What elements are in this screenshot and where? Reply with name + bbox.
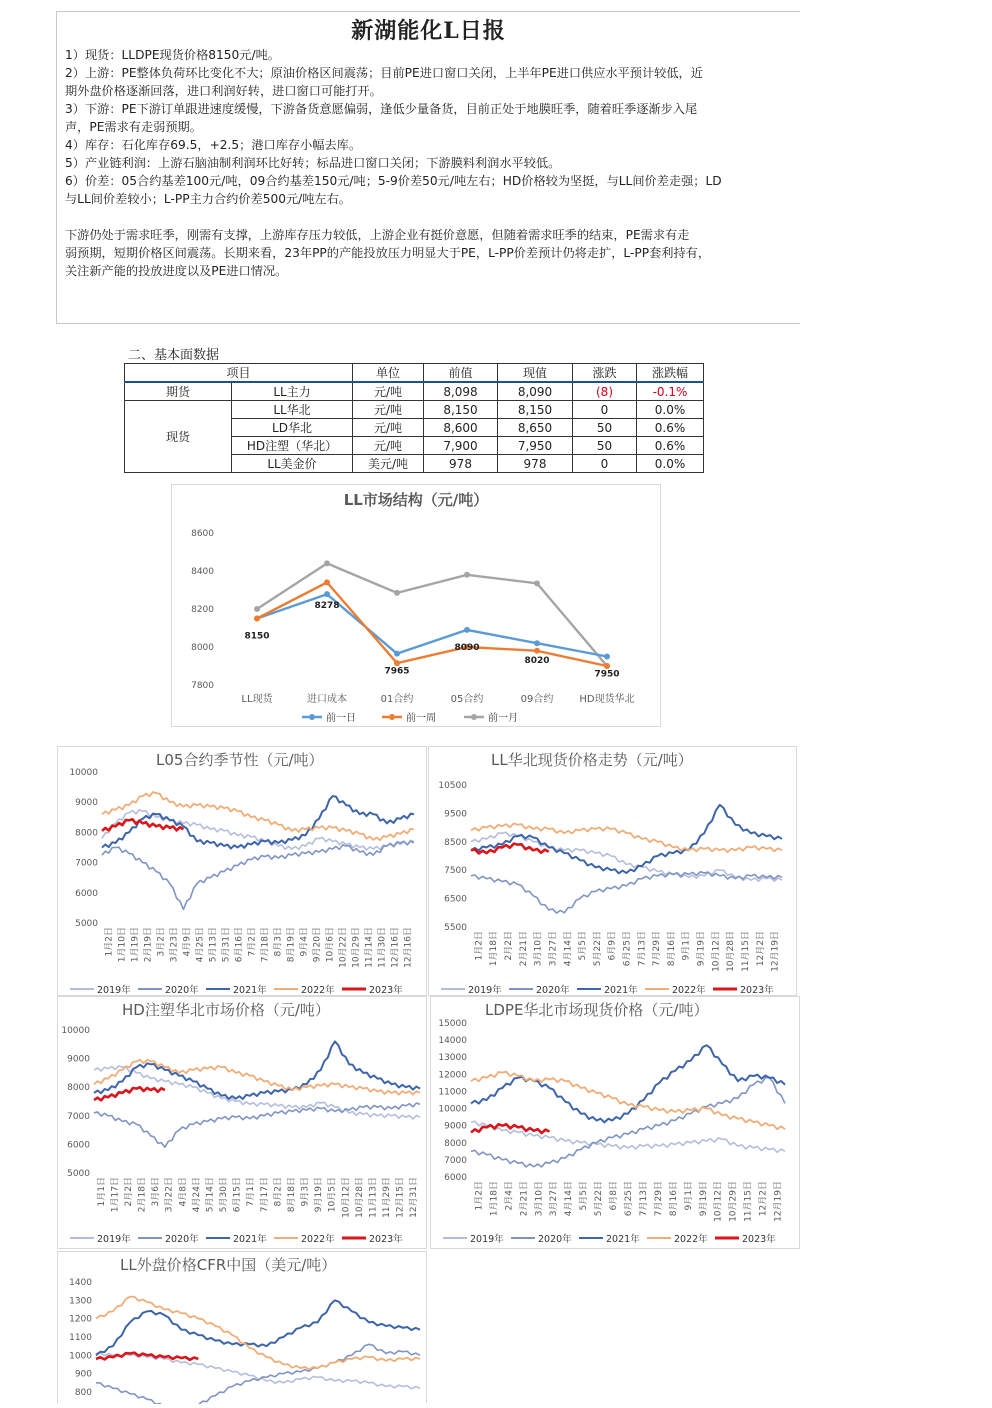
x-tick-label: 10月6日 <box>325 927 336 963</box>
report-line: 6）价差：05合约基差100元/吨，09合约基差150元/吨；5-9价差50元/吨左右；HD价格较为坚挺，与LL间价差走强；LD <box>65 174 722 188</box>
row-chg: 0 <box>573 455 637 473</box>
x-tick-label: 10月12日 <box>713 1181 724 1222</box>
x-tick-label: 12月16日 <box>403 927 414 968</box>
row-name: LL美金价 <box>232 455 353 473</box>
y-tick-label: 8400 <box>191 567 214 577</box>
x-tick-label: 进口成本 <box>307 694 347 705</box>
x-tick-label: 1月1日 <box>96 1177 107 1207</box>
col-header-cur: 现值 <box>498 364 573 383</box>
legend-label: 2020年 <box>538 1234 572 1245</box>
legend-label: 前一日 <box>326 713 356 724</box>
x-tick-label: 9月19日 <box>314 1177 325 1213</box>
row-chg: 0 <box>573 401 637 419</box>
data-label: 8020 <box>524 656 550 667</box>
legend-label: 2023年 <box>740 985 774 995</box>
legend-label: 前一月 <box>488 713 518 724</box>
x-tick-label: 4月14日 <box>563 931 574 967</box>
x-tick-label: 12月19日 <box>770 931 781 972</box>
x-tick-label: 7月2日 <box>247 927 258 957</box>
x-tick-label: 7月29日 <box>653 1181 664 1217</box>
x-tick-label: 6月25日 <box>622 931 633 967</box>
y-tick-label: 9500 <box>444 809 467 820</box>
row-prev: 8,150 <box>424 401 498 419</box>
y-tick-label: 1300 <box>69 1296 92 1307</box>
x-tick-label: 9月20日 <box>312 927 323 963</box>
data-point <box>534 580 540 586</box>
x-tick-label: 10月29日 <box>351 927 362 968</box>
col-header-unit: 单位 <box>353 364 424 383</box>
l05-seasonal-chart <box>57 746 427 996</box>
row-prev: 7,900 <box>424 437 498 455</box>
x-tick-label: 6月16日 <box>234 927 245 963</box>
x-tick-label: 6月15日 <box>232 1177 243 1213</box>
data-point <box>604 654 610 660</box>
y-tick-label: 13000 <box>438 1053 467 1064</box>
legend-label: 2021年 <box>606 1234 640 1245</box>
x-tick-label: 2月18日 <box>137 1177 148 1213</box>
x-tick-label: 3月2日 <box>156 927 167 957</box>
row-prev: 8,600 <box>424 419 498 437</box>
row-cur: 7,950 <box>498 437 573 455</box>
x-tick-label: 5月22日 <box>594 1181 605 1217</box>
row-cur: 978 <box>498 455 573 473</box>
data-label: 8090 <box>454 642 480 653</box>
series-line <box>257 563 607 666</box>
data-point <box>534 640 540 646</box>
y-tick-label: 9000 <box>444 1121 467 1132</box>
x-tick-label: 10月29日 <box>728 1181 739 1222</box>
x-tick-label: 3月27日 <box>548 931 559 967</box>
legend-label: 2023年 <box>369 985 403 995</box>
x-tick-label: 5月22日 <box>592 931 603 967</box>
data-label: 7950 <box>594 669 620 680</box>
series-line <box>471 805 782 873</box>
y-tick-label: 800 <box>74 1388 92 1398</box>
x-tick-label: 4月14日 <box>564 1181 575 1217</box>
legend-label: 2019年 <box>470 1234 504 1245</box>
x-tick-label: 9月19日 <box>698 1181 709 1217</box>
data-point <box>604 663 610 669</box>
row-name: LL华北 <box>232 401 353 419</box>
y-tick-label: 6500 <box>444 894 467 905</box>
x-tick-label: 5月5日 <box>579 1181 590 1211</box>
x-tick-label: 3月27日 <box>549 1181 560 1217</box>
x-tick-label: 10月28日 <box>354 1177 365 1218</box>
series-line <box>96 1353 198 1360</box>
x-tick-label: 2月2日 <box>123 1177 134 1207</box>
x-tick-label: 10月12日 <box>711 931 722 972</box>
y-tick-label: 10500 <box>438 781 467 791</box>
series-line <box>471 872 782 913</box>
row-name: LD华北 <box>232 419 353 437</box>
series-line <box>471 1124 550 1133</box>
row-unit: 美元/吨 <box>353 455 424 473</box>
x-tick-label: 1月2日 <box>104 927 115 957</box>
y-tick-label: 10000 <box>61 1026 90 1036</box>
x-tick-label: 11月13日 <box>368 1177 379 1218</box>
y-tick-label: 9000 <box>67 1054 90 1065</box>
y-tick-label: 1200 <box>69 1314 92 1325</box>
ldpe-north-svg <box>431 997 799 1248</box>
series-line <box>96 1297 420 1370</box>
row-prev: 8,098 <box>424 382 498 401</box>
chart-title: LL市场结构（元/吨） <box>343 491 489 509</box>
x-tick-label: 05合约 <box>450 694 484 705</box>
row-pct: 0.6% <box>637 437 704 455</box>
legend-label: 2022年 <box>301 985 335 995</box>
legend-label: 2022年 <box>301 1234 335 1245</box>
summary-line: 下游仍处于需求旺季，刚需有支撑，上游库存压力较低，上游企业有挺价意愿，但随着需求旺季的结束，PE需求有走 <box>65 228 690 242</box>
data-point <box>254 606 260 612</box>
x-tick-label: 9月19日 <box>696 931 707 967</box>
x-tick-label: 12月15日 <box>395 1177 406 1218</box>
legend-label: 2023年 <box>369 1234 403 1245</box>
y-tick-label: 5000 <box>75 919 98 929</box>
table-row <box>125 382 704 401</box>
legend-label: 2019年 <box>468 985 502 995</box>
data-point <box>534 648 540 654</box>
x-tick-label: 7月17日 <box>259 1177 270 1213</box>
x-tick-label: 5月5日 <box>578 931 589 961</box>
report-line: 与LL间价差较小；L-PP主力合约价差500元/吨左右。 <box>65 192 351 206</box>
x-tick-label: 1月18日 <box>489 1181 500 1217</box>
row-chg: 50 <box>573 419 637 437</box>
x-tick-label: 10月12日 <box>341 1177 352 1218</box>
y-tick-label: 10000 <box>438 1104 467 1115</box>
x-tick-label: 01合约 <box>380 694 414 705</box>
l05-seasonal-svg <box>58 747 426 995</box>
y-tick-label: 1400 <box>69 1278 92 1288</box>
x-tick-label: 1月18日 <box>489 931 500 967</box>
legend-label: 2021年 <box>233 985 267 995</box>
x-tick-label: 9月3日 <box>300 1177 311 1207</box>
x-tick-label: 6月9日 <box>607 931 618 961</box>
x-tick-label: 11月15日 <box>740 931 751 972</box>
y-tick-label: 10000 <box>69 768 98 778</box>
legend-label: 2023年 <box>742 1234 776 1245</box>
y-tick-label: 900 <box>74 1369 92 1380</box>
row-chg: 50 <box>573 437 637 455</box>
report-line: 2）上游：PE整体负荷环比变化不大；原油价格区间震荡；目前PE进口窗口关闭，上半年PE进口供应水平预计较低，近 <box>65 66 703 80</box>
data-point <box>464 572 470 578</box>
col-header-chg: 涨跌 <box>573 364 637 383</box>
data-label: 7965 <box>384 666 410 677</box>
x-tick-label: 6月25日 <box>624 1181 634 1217</box>
data-point <box>394 651 400 657</box>
row-cur: 8,650 <box>498 419 573 437</box>
series-line <box>96 1353 420 1389</box>
x-tick-label: 5月30日 <box>219 1177 230 1213</box>
ll-north-spot-svg <box>429 747 796 995</box>
x-tick-label: 9月1日 <box>683 1181 694 1211</box>
x-tick-label: 12月19日 <box>773 1181 784 1222</box>
x-tick-label: 4月9日 <box>182 927 193 957</box>
x-tick-label: 5月13日 <box>208 927 219 963</box>
x-tick-label: 3月23日 <box>169 927 180 963</box>
y-tick-label: 1000 <box>69 1351 92 1362</box>
x-tick-label: 7月1日 <box>246 1177 257 1207</box>
legend-label: 前一周 <box>406 713 436 724</box>
row-name: LL主力 <box>232 382 353 401</box>
series-line <box>471 823 782 852</box>
ll-cfr-china-chart <box>57 1251 427 1403</box>
legend-label: 2021年 <box>604 985 638 995</box>
chart-title: LL外盘价格CFR中国（美元/吨） <box>120 1256 337 1274</box>
x-tick-label: 11月30日 <box>377 927 388 968</box>
series-line <box>94 1103 420 1147</box>
legend-label: 2022年 <box>672 985 706 995</box>
x-tick-label: 11月14日 <box>364 927 375 968</box>
col-header-item: 项目 <box>125 364 353 383</box>
report-title: 新湖能化L日报 <box>351 18 506 44</box>
y-tick-label: 5500 <box>444 923 467 933</box>
y-tick-label: 7000 <box>75 858 98 869</box>
chart-title: HD注塑华北市场价格（元/吨） <box>122 1001 330 1019</box>
x-tick-label: 7月29日 <box>652 931 663 967</box>
x-tick-label: 8月18日 <box>286 1177 297 1213</box>
series-line <box>96 1300 420 1355</box>
data-point <box>394 590 400 596</box>
report-box <box>56 11 800 324</box>
x-tick-label: 8月16日 <box>666 931 677 967</box>
row-cur: 8,150 <box>498 401 573 419</box>
legend-label: 2020年 <box>165 1234 199 1245</box>
x-tick-label: 10月28日 <box>726 931 737 972</box>
x-tick-label: 1月2日 <box>474 1181 485 1211</box>
row-pct: 0.0% <box>637 455 704 473</box>
x-tick-label: 10月5日 <box>327 1177 338 1213</box>
row-unit: 元/吨 <box>353 401 424 419</box>
x-tick-label: 4月24日 <box>191 1177 202 1213</box>
x-tick-label: 12月2日 <box>755 931 766 967</box>
legend-marker <box>471 714 477 720</box>
x-tick-label: 2月21日 <box>518 931 529 967</box>
legend-label: 2019年 <box>97 1234 131 1245</box>
legend-label: 2020年 <box>165 985 199 995</box>
x-tick-label: 9月1日 <box>681 931 692 961</box>
x-tick-label: 1月2日 <box>474 931 485 961</box>
data-label: 8150 <box>244 631 270 642</box>
y-tick-label: 14000 <box>438 1036 467 1047</box>
legend-label: 2019年 <box>97 985 131 995</box>
section-title: 二、基本面数据 <box>128 348 220 363</box>
data-point <box>324 579 330 585</box>
x-tick-label: 4月8日 <box>178 1177 189 1207</box>
x-tick-label: 8月19日 <box>286 927 297 963</box>
x-tick-label: 12月2日 <box>758 1181 769 1217</box>
row-unit: 元/吨 <box>353 382 424 401</box>
x-tick-label: 5月14日 <box>205 1177 216 1213</box>
x-tick-label: 7月18日 <box>260 927 271 963</box>
series-line <box>257 582 607 666</box>
x-tick-label: HD现货华北 <box>579 694 635 705</box>
data-point <box>324 560 330 566</box>
x-tick-label: 4月25日 <box>195 927 206 963</box>
row-chg: (8) <box>573 382 637 401</box>
x-tick-label: 2月19日 <box>143 927 154 963</box>
y-tick-label: 7500 <box>444 866 467 877</box>
x-tick-label: 1月10日 <box>117 927 128 963</box>
fundamentals-table <box>124 363 704 473</box>
ldpe-north-chart <box>430 996 800 1249</box>
y-tick-label: 7000 <box>444 1155 467 1166</box>
summary-line: 弱预期，短期价格区间震荡。长期来看，23年PP的产能投放压力明显大于PE，L-PP价差预计仍将走扩，L-PP套利持有， <box>65 246 711 260</box>
x-tick-label: LL现货 <box>241 694 273 705</box>
x-tick-label: 10月22日 <box>338 927 349 968</box>
y-tick-label: 8600 <box>191 529 214 539</box>
x-tick-label: 8月3日 <box>273 927 284 957</box>
x-tick-label: 2月2日 <box>504 931 515 961</box>
x-tick-label: 7月13日 <box>637 931 648 967</box>
x-tick-label: 12月16日 <box>390 927 401 968</box>
row-unit: 元/吨 <box>353 437 424 455</box>
y-tick-label: 8000 <box>191 643 214 653</box>
x-tick-label: 6月8日 <box>609 1181 620 1211</box>
summary-line: 关注新产能的投放进度以及PE进口情况。 <box>65 264 288 278</box>
row-pct: 0.0% <box>637 401 704 419</box>
series-line <box>471 844 549 854</box>
y-tick-label: 6000 <box>67 1140 90 1151</box>
y-tick-label: 9000 <box>75 798 98 809</box>
y-tick-label: 5000 <box>67 1169 90 1179</box>
table-row <box>125 401 704 419</box>
table-header-row <box>125 364 704 383</box>
x-tick-label: 1月17日 <box>110 1177 121 1213</box>
chart-title: LDPE华北市场现货价格（元/吨） <box>485 1001 709 1019</box>
x-tick-label: 11月15日 <box>743 1181 754 1222</box>
category-futures: 期货 <box>125 382 232 401</box>
row-pct: -0.1% <box>637 382 704 401</box>
row-prev: 978 <box>424 455 498 473</box>
col-header-pct: 涨跌幅 <box>637 364 704 383</box>
row-pct: 0.6% <box>637 419 704 437</box>
row-cur: 8,090 <box>498 382 573 401</box>
report-line: 1）现货：LLDPE现货价格8150元/吨。 <box>65 48 280 62</box>
report-line: 5）产业链利润：上游石脑油制利润环比好转；标品进口窗口关闭；下游膜料利润水平较低。 <box>65 156 561 170</box>
y-tick-label: 7800 <box>191 681 214 691</box>
x-tick-label: 1月19日 <box>130 927 141 963</box>
x-tick-label: 9月4日 <box>299 927 310 957</box>
report-line: 3）下游：PE下游订单跟进速度缓慢，下游备货意愿偏弱，逢低少量备货，目前正处于地膜旺季，随着旺季逐渐步入尾 <box>65 102 698 116</box>
legend-label: 2020年 <box>536 985 570 995</box>
legend-marker <box>309 714 315 720</box>
ll-north-spot-chart <box>428 746 797 996</box>
x-tick-label: 3月22日 <box>164 1177 175 1213</box>
y-tick-label: 8500 <box>444 837 467 848</box>
legend-marker <box>389 714 395 720</box>
y-tick-label: 8000 <box>67 1083 90 1094</box>
data-point <box>324 591 330 597</box>
x-tick-label: 2月21日 <box>519 1181 530 1217</box>
series-line <box>102 841 414 909</box>
y-tick-label: 6000 <box>75 888 98 899</box>
data-point <box>464 627 470 633</box>
x-tick-label: 3月10日 <box>533 931 544 967</box>
x-tick-label: 8月16日 <box>668 1181 679 1217</box>
x-tick-label: 7月13日 <box>638 1181 649 1217</box>
x-tick-label: 12月31日 <box>409 1177 420 1218</box>
y-tick-label: 8000 <box>75 828 98 839</box>
legend-label: 2022年 <box>674 1234 708 1245</box>
market-structure-svg <box>172 485 660 726</box>
ll-cfr-china-svg <box>58 1252 426 1404</box>
report-line: 声，PE需求有走弱预期。 <box>65 120 202 134</box>
series-line <box>471 1078 785 1167</box>
row-unit: 元/吨 <box>353 419 424 437</box>
y-tick-label: 8000 <box>444 1138 467 1149</box>
x-tick-label: 11月29日 <box>382 1177 393 1218</box>
chart-title: LL华北现货价格走势（元/吨） <box>491 751 693 769</box>
x-tick-label: 3月6日 <box>151 1177 162 1207</box>
hd-injection-chart <box>57 996 427 1249</box>
category-spot: 现货 <box>125 401 232 473</box>
y-tick-label: 12000 <box>438 1070 467 1081</box>
legend-label: 2021年 <box>233 1234 267 1245</box>
chart-title: L05合约季节性（元/吨） <box>156 751 324 769</box>
y-tick-label: 11000 <box>438 1087 467 1098</box>
x-tick-label: 2月4日 <box>504 1181 515 1211</box>
y-tick-label: 15000 <box>438 1019 467 1029</box>
y-tick-label: 8200 <box>191 605 214 615</box>
x-tick-label: 3月10日 <box>534 1181 545 1217</box>
y-tick-label: 6000 <box>444 1173 467 1183</box>
report-line: 期外盘价格逐渐回落，进口利润好转，进口窗口可能打开。 <box>65 84 382 98</box>
data-point <box>254 616 260 622</box>
x-tick-label: 09合约 <box>520 694 554 705</box>
hd-injection-svg <box>58 997 426 1248</box>
x-tick-label: 5月31日 <box>221 927 232 963</box>
data-label: 8278 <box>314 601 340 612</box>
series-line <box>471 1045 785 1122</box>
x-tick-label: 8月2日 <box>273 1177 284 1207</box>
data-point <box>394 660 400 666</box>
y-tick-label: 1100 <box>69 1333 92 1343</box>
col-header-prev: 前值 <box>424 364 498 383</box>
series-line <box>94 1066 420 1119</box>
row-name: HD注塑（华北） <box>232 437 353 455</box>
market-structure-chart <box>171 484 661 727</box>
y-tick-label: 7000 <box>67 1111 90 1122</box>
report-line: 4）库存：石化库存69.5，+2.5；港口库存小幅去库。 <box>65 138 362 152</box>
